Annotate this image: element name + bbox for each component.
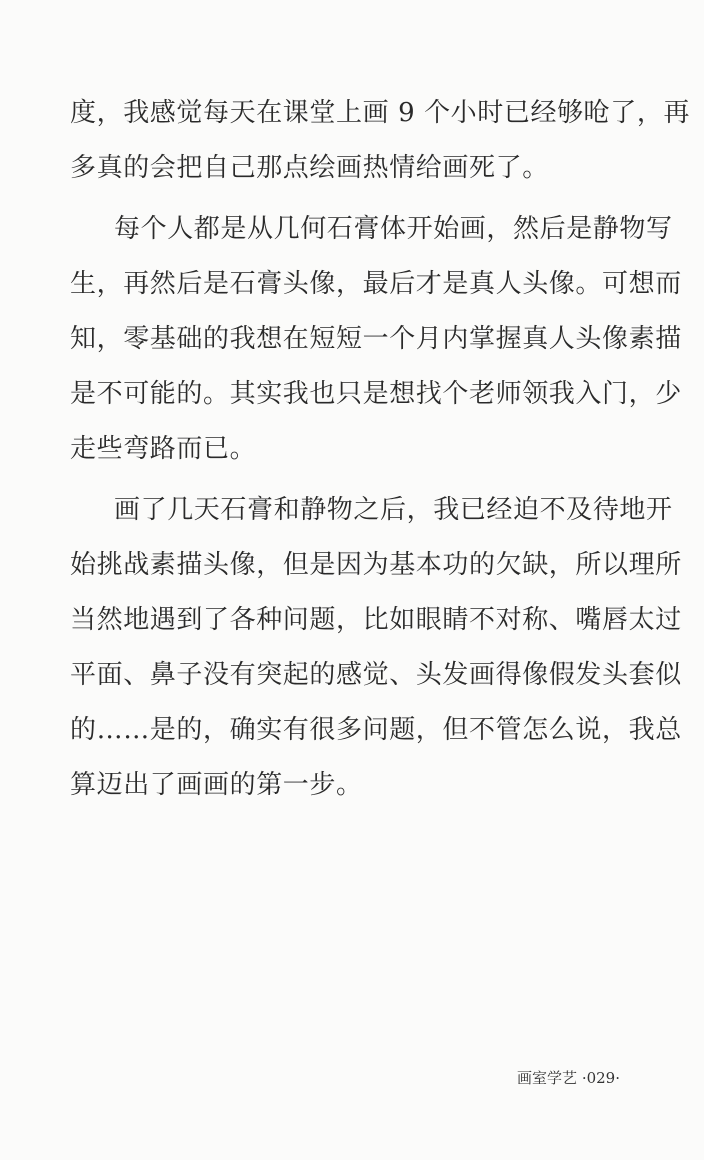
text-line: 度，我感觉每天在课堂上画 9 个小时已经够呛了，再 — [70, 98, 691, 128]
text-line: 多真的会把自己那点绘画热情给画死了。 — [70, 153, 549, 183]
paragraph-1 — [70, 86, 691, 196]
page-number: ·029· — [581, 1069, 620, 1087]
text-line: 的……是的，确实有很多问题，但不管怎么说，我总 — [70, 715, 682, 745]
text-line: 走些弯路而已。 — [70, 434, 257, 464]
text-line: 平面、鼻子没有突起的感觉、头发画得像假发头套似 — [70, 660, 682, 690]
text-line: 当然地遇到了各种问题，比如眼睛不对称、嘴唇太过 — [70, 605, 682, 635]
text-line: 是不可能的。其实我也只是想找个老师领我入门，少 — [70, 379, 682, 409]
text-line: 始挑战素描头像，但是因为基本功的欠缺，所以理所 — [70, 550, 682, 580]
text-line: 算迈出了画画的第一步。 — [70, 770, 363, 800]
text-line: 知，零基础的我想在短短一个月内掌握真人头像素描 — [70, 324, 682, 354]
body-text — [70, 86, 691, 813]
section-title: 画室学艺 — [517, 1069, 578, 1087]
text-line: 生，再然后是石膏头像，最后才是真人头像。可想而 — [70, 269, 682, 299]
paragraph-2 — [70, 202, 682, 477]
page-footer — [517, 1067, 620, 1088]
text-line: 画了几天石膏和静物之后，我已经迫不及待地开 — [114, 495, 673, 525]
paragraph-3 — [70, 483, 682, 813]
text-line: 每个人都是从几何石膏体开始画，然后是静物写 — [114, 214, 673, 244]
